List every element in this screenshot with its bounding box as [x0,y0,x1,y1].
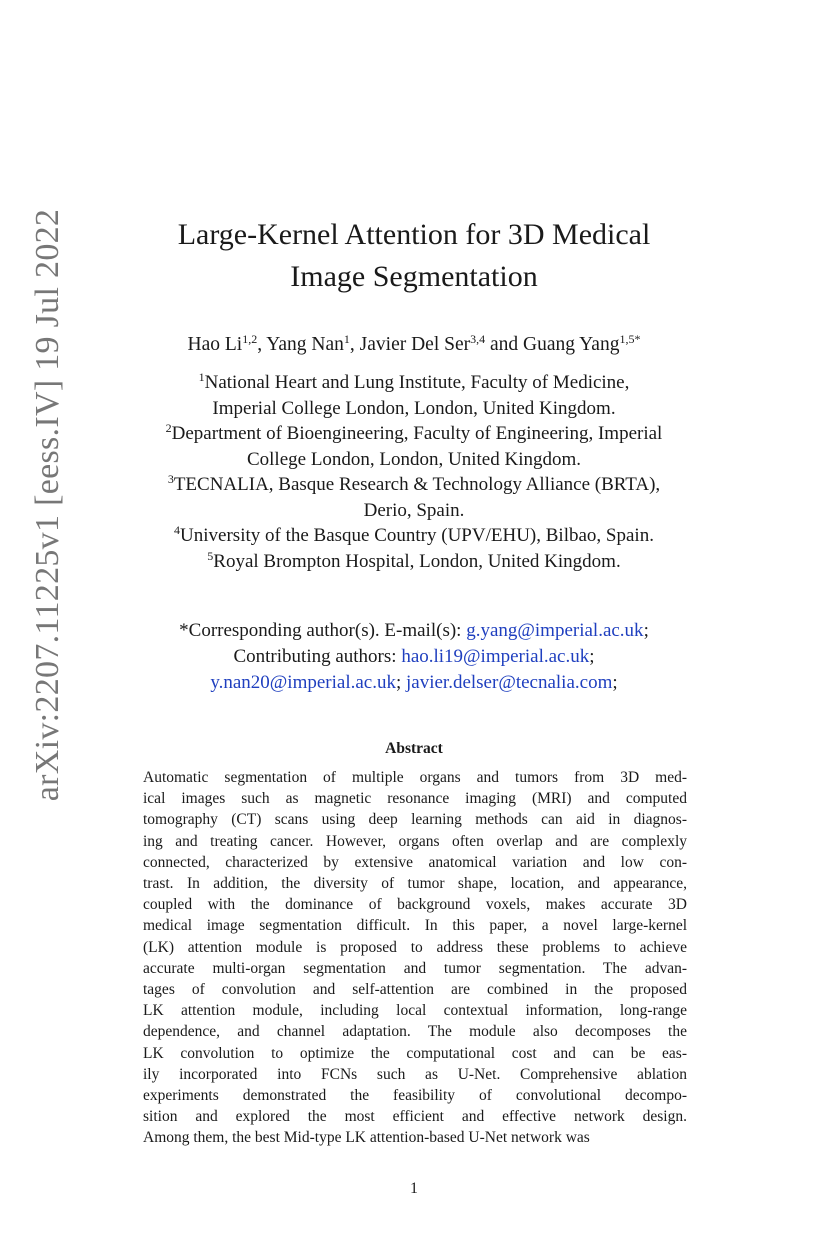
affiliation-text: National Heart and Lung Institute, Faculty of Medicine, [204,372,630,393]
contributing-emails-line [60,670,768,696]
affiliation-line [60,370,768,396]
semicolon: ; [612,672,618,693]
email-link-nan[interactable]: y.nan20@imperial.ac.uk [210,672,396,693]
abstract-line: medical image segmentation difficult. In this paper, a novel large-kernel [143,917,687,935]
author-affiliation-marker: 1,5* [619,332,641,346]
paper-title [100,214,728,298]
affiliation-line [60,447,768,473]
affiliation-marker: 3 [167,472,174,486]
contributing-authors-line [60,644,768,670]
email-link-delser[interactable]: javier.delser@tecnalia.com [406,672,613,693]
abstract-line: connected, characterized by extensive anatomical variation and low con- [143,853,687,871]
abstract-heading: Abstract [385,740,443,757]
author-separator: , [349,334,360,355]
abstract-line: coupled with the dominance of background voxels, makes accurate 3D [143,896,687,914]
affiliation-line [60,421,768,447]
semicolon: ; [395,672,406,693]
affiliation-line [60,396,768,422]
affiliation-marker: 1 [198,370,205,384]
abstract-line: Among them, the best Mid-type LK attention-based U-Net network was [143,1129,590,1147]
author-affiliation-marker: 1 [343,332,350,346]
correspondence-block [60,618,768,696]
affiliation-line [60,549,768,575]
semicolon: ; [589,646,595,667]
abstract-line: ing and treating cancer. However, organs often overlap and are complexly [143,832,687,850]
affiliation-text: Imperial College London, London, United Kingdom. [212,397,616,419]
abstract-line: ical images such as magnetic resonance imaging (MRI) and computed [143,790,687,808]
affiliation-list [60,370,768,574]
abstract-line: trast. In addition, the diversity of tumor shape, location, and appearance, [143,875,687,893]
abstract-line: accurate multi-organ segmentation and tumor segmentation. The advan- [143,959,687,977]
affiliation-text: University of the Basque Country (UPV/EHU), Bilbao, Spain. [180,525,654,546]
affiliation-text: Department of Bioengineering, Faculty of Engineering, Imperial [171,423,663,444]
abstract-line: ily incorporated into FCNs such as U-Net. Comprehensive ablation [143,1065,687,1083]
affiliation-line [60,472,768,498]
affiliation-marker: 5 [207,548,214,563]
abstract-line: LK attention module, including local contextual information, long-range [143,1002,687,1020]
page-number: 1 [410,1180,418,1197]
corresponding-email-link[interactable]: g.yang@imperial.ac.uk [466,620,644,641]
affiliation-line [60,498,768,524]
abstract-line: tages of convolution and self-attention are combined in the proposed [143,981,687,999]
abstract-line: experiments demonstrated the feasibility of convolutional decompo- [143,1087,687,1105]
abstract-line: tomography (CT) scans using deep learning methods can aid in diagnos- [143,811,687,829]
author-separator: and [485,334,524,355]
semicolon: ; [643,620,649,641]
abstract-line: Automatic segmentation of multiple organs and tumors from 3D med- [143,769,687,786]
affiliation-marker: 2 [165,421,172,435]
author-list [60,331,768,359]
affiliation-text: College London, London, United Kingdom. [246,448,582,470]
affiliation-line [60,523,768,549]
author-separator: , [257,334,267,355]
author-affiliation-marker: 1,2 [242,332,258,346]
affiliation-text: TECNALIA, Basque Research & Technology Alliance (BRTA), [173,474,661,495]
title-line: Large-Kernel Attention for 3D Medical [177,218,651,251]
corresponding-label: *Corresponding author(s). E-mail(s): [179,620,467,641]
title-line: Image Segmentation [290,260,538,293]
contributing-label: Contributing authors: [233,646,402,667]
abstract-line: dependence, and channel adaptation. The module also decomposes the [143,1023,687,1041]
author-name: Yang Nan [266,334,344,355]
author-name: Hao Li [187,334,243,355]
email-link-li[interactable]: hao.li19@imperial.ac.uk [401,646,590,667]
abstract-line: sition and explored the most efficient and effective network design. [143,1108,687,1126]
abstract-line: LK convolution to optimize the computational cost and can be eas- [143,1044,687,1062]
author-name: Guang Yang [523,334,620,355]
abstract-body [143,767,687,1149]
author-name: Javier Del Ser [359,334,471,355]
affiliation-text: Royal Brompton Hospital, London, United Kingdom. [213,550,621,572]
arxiv-identifier: arXiv:2207.11225v1 [eess.IV] 19 Jul 2022 [29,208,66,802]
affiliation-marker: 4 [174,523,181,537]
abstract-line: (LK) attention module is proposed to address these problems to achieve [143,938,687,956]
corresponding-author-line [60,618,768,644]
affiliation-text: Derio, Spain. [363,499,465,521]
author-affiliation-marker: 3,4 [470,332,486,346]
